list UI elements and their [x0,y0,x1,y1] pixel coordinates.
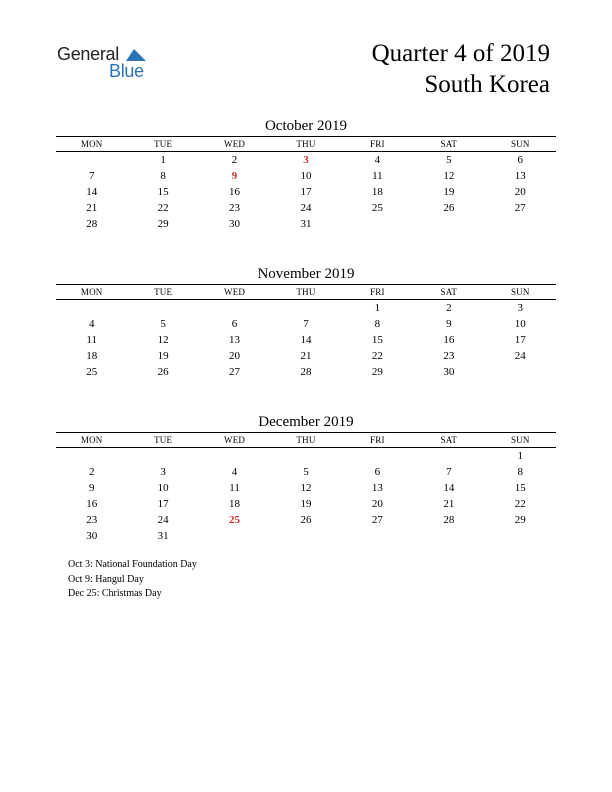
logo-triangle-icon [126,47,146,61]
weekday-label: MON [80,435,103,445]
week-row [56,448,556,464]
day-cell: 3 [517,302,523,314]
day-cell: 6 [231,318,238,330]
day-cell: 7 [303,318,309,330]
empty-day-cell [413,216,484,232]
weeks-container [56,152,556,232]
day-cell: 14 [300,334,312,346]
day-cell: 27 [229,366,241,378]
empty-day-cell [199,528,270,544]
day-cell: 6 [517,154,523,166]
day-cell: 1 [160,154,166,166]
day-cell: 23 [229,202,241,214]
generalblue-logo [57,44,157,84]
day-cell: 20 [514,186,526,198]
week-row [56,512,556,528]
empty-day-cell [413,528,484,544]
day-cell: 29 [514,514,526,526]
day-cell: 29 [371,366,383,378]
day-cell: 26 [443,202,455,214]
day-cell: 28 [300,366,312,378]
day-cell: 10 [300,170,312,182]
day-cell: 11 [372,170,383,182]
day-cell: 12 [157,334,169,346]
day-cell: 11 [229,482,240,494]
empty-day-cell [270,528,341,544]
day-cell: 28 [443,514,455,526]
holiday-note: Dec 25: Christmas Day [68,588,162,599]
day-cell: 24 [300,202,312,214]
weekday-label: MON [80,139,103,149]
day-cell: 30 [229,218,241,230]
day-cell: 22 [514,498,526,510]
day-cell: 8 [517,466,523,478]
month-title: December 2019 [258,414,354,430]
day-cell: 30 [443,366,455,378]
day-cell: 11 [86,334,97,346]
day-cell: 18 [229,498,241,510]
day-cell: 14 [443,482,455,494]
weekday-label: FRI [370,435,385,445]
day-cell: 7 [446,466,452,478]
week-row [56,364,556,380]
day-cell: 26 [157,366,169,378]
weekday-label: WED [224,287,246,297]
week-row [56,480,556,496]
empty-day-cell [342,528,413,544]
day-cell: 1 [374,302,381,314]
title-quarter: Quarter 4 of 2019 [371,40,550,67]
day-cell: 22 [157,202,169,214]
day-cell: 15 [514,482,526,494]
week-row [56,300,556,316]
empty-day-cell [270,448,341,464]
day-cell: 7 [88,170,95,182]
day-cell: 16 [229,186,241,198]
weekday-label: WED [224,435,246,445]
weekday-label: SAT [440,139,458,149]
day-cell: 26 [300,514,312,526]
day-cell: 3 [160,466,166,478]
day-cell: 25 [371,202,383,214]
empty-day-cell [199,300,270,316]
day-cell: 13 [514,170,526,182]
day-cell: 25 [229,514,241,526]
weeks-container [56,300,556,380]
day-cell: 9 [446,318,452,330]
week-row [56,216,556,232]
day-cell: 13 [371,482,383,494]
month-december [56,412,556,544]
day-cell: 10 [157,482,169,494]
week-row [56,152,556,168]
weekday-label: FRI [370,287,385,297]
day-cell: 21 [300,350,312,362]
day-cell: 18 [371,186,383,198]
day-cell: 31 [300,218,312,230]
day-cell: 15 [371,334,383,346]
empty-day-cell [485,216,556,232]
day-cell: 27 [371,514,383,526]
empty-day-cell [56,152,127,168]
day-cell: 1 [517,450,523,462]
weekday-label: MON [80,287,103,297]
weekday-label: SAT [440,435,458,445]
day-cell: 19 [300,498,312,510]
month-november [56,264,556,380]
day-cell: 21 [443,498,455,510]
day-cell: 20 [229,350,241,362]
empty-day-cell [56,300,127,316]
empty-day-cell [342,448,413,464]
weekday-label: SUN [510,435,530,445]
month-title: November 2019 [257,266,355,282]
weekday-label: THU [296,435,316,445]
weeks-container [56,448,556,544]
holiday-note: Oct 3: National Foundation Day [68,559,197,570]
weekday-label: TUE [154,139,173,149]
empty-day-cell [413,448,484,464]
weekday-label: WED [224,139,246,149]
empty-day-cell [127,300,198,316]
day-cell: 18 [86,350,98,362]
day-cell: 27 [514,202,526,214]
day-cell: 17 [514,334,526,346]
week-row [56,316,556,332]
day-cell: 5 [303,466,309,478]
day-cell: 20 [371,498,383,510]
day-cell: 22 [371,350,383,362]
empty-day-cell [485,528,556,544]
day-cell: 9 [88,482,95,494]
day-cell: 2 [231,154,238,166]
day-cell: 28 [86,218,98,230]
day-cell: 24 [157,514,169,526]
empty-day-cell [56,448,127,464]
day-cell: 23 [86,514,98,526]
week-row [56,528,556,544]
empty-day-cell [485,364,556,380]
day-cell: 4 [374,154,381,166]
weekday-label: THU [296,287,316,297]
day-cell: 17 [157,498,169,510]
month-october [56,116,556,232]
day-cell: 9 [231,170,238,182]
week-row [56,348,556,364]
weekday-header [56,432,556,448]
day-cell: 12 [300,482,312,494]
day-cell: 23 [443,350,455,362]
day-cell: 13 [229,334,241,346]
week-row [56,332,556,348]
day-cell: 19 [443,186,455,198]
day-cell: 3 [303,154,309,166]
empty-day-cell [199,448,270,464]
holiday-note: Oct 9: Hangul Day [68,573,144,585]
month-title: October 2019 [264,118,348,134]
day-cell: 10 [514,318,526,330]
weekday-label: SUN [510,287,530,297]
holiday-notes [68,558,197,602]
day-cell: 16 [443,334,455,346]
day-cell: 16 [86,498,98,510]
day-cell: 8 [160,170,166,182]
day-cell: 2 [88,466,95,478]
day-cell: 8 [374,318,381,330]
day-cell: 31 [157,530,169,542]
logo-text-blue: Blue [109,61,144,81]
weekday-label: THU [296,139,316,149]
empty-day-cell [127,448,198,464]
empty-day-cell [342,216,413,232]
weekday-label: TUE [154,435,173,445]
weekday-label: FRI [370,139,385,149]
day-cell: 6 [374,466,381,478]
day-cell: 15 [157,186,169,198]
week-row [56,464,556,480]
page-title [372,38,550,100]
day-cell: 17 [300,186,312,198]
day-cell: 2 [446,302,452,314]
week-row [56,184,556,200]
day-cell: 19 [157,350,169,362]
day-cell: 5 [446,154,452,166]
title-country: South Korea [424,71,550,98]
day-cell: 30 [86,530,98,542]
day-cell: 5 [160,318,166,330]
week-row [56,200,556,216]
weekday-label: SUN [510,139,530,149]
weekday-label: TUE [154,287,173,297]
day-cell: 14 [86,186,98,198]
day-cell: 29 [157,218,169,230]
logo-text-general: General [57,44,119,64]
day-cell: 12 [443,170,455,182]
day-cell: 21 [86,202,98,214]
weekday-label: SAT [440,287,458,297]
day-cell: 24 [514,350,526,362]
weekday-header [56,136,556,152]
day-cell: 4 [88,318,95,330]
week-row [56,168,556,184]
empty-day-cell [270,300,341,316]
weekday-header [56,284,556,300]
day-cell: 4 [231,466,238,478]
week-row [56,496,556,512]
day-cell: 25 [86,366,98,378]
